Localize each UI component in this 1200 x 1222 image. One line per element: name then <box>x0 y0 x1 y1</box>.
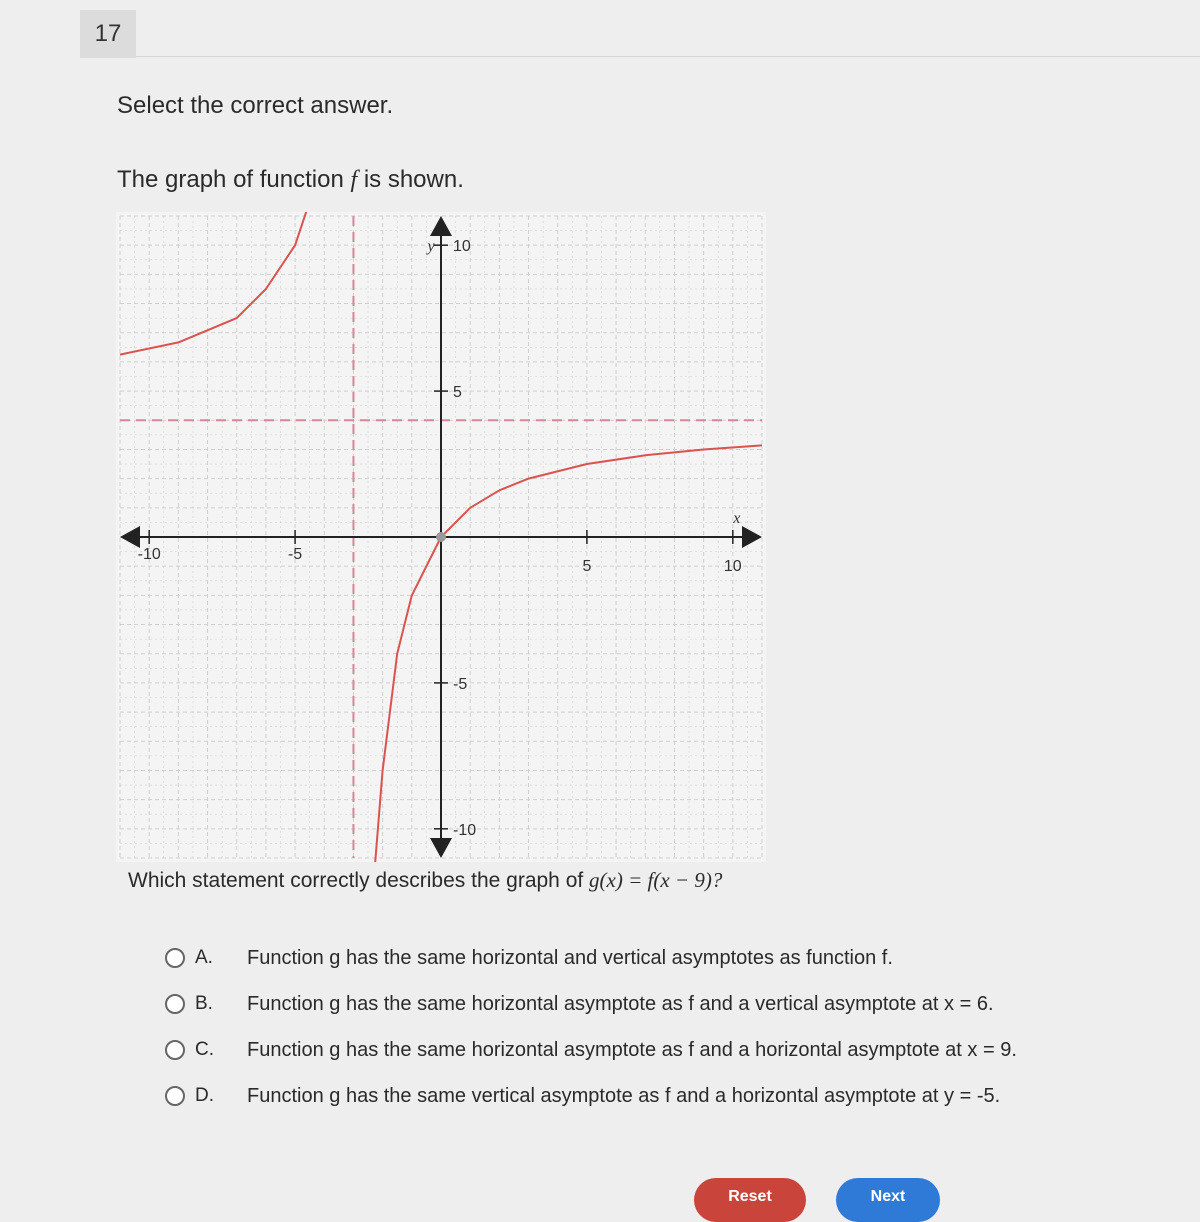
tick-label-x: 10 <box>723 558 742 575</box>
option-a[interactable] <box>165 935 1145 981</box>
graph-point <box>436 532 446 542</box>
tick-label-y: -5 <box>453 675 468 693</box>
question-number: 17 <box>80 10 136 58</box>
prompt-before: The graph of function <box>117 166 351 193</box>
radio-button-b[interactable] <box>165 994 185 1014</box>
option-text: Function g has the same horizontal asymptote as f and a horizontal asymptote at x = 9. <box>247 1038 1017 1061</box>
tick-label-y: 10 <box>453 238 471 256</box>
option-letter: C. <box>195 1039 214 1060</box>
option-letter: B. <box>195 993 213 1014</box>
option-d[interactable] <box>165 1073 1145 1119</box>
prompt-text <box>117 166 464 194</box>
question-expression: g(x) = f(x − 9)? <box>589 868 723 892</box>
option-text: Function g has the same horizontal and vertical asymptotes as function f. <box>247 946 893 969</box>
tick-label-x: -5 <box>287 546 303 563</box>
option-letter: D. <box>195 1085 214 1106</box>
instruction-text: Select the correct answer. <box>117 92 394 119</box>
radio-button-d[interactable] <box>165 1086 185 1106</box>
y-axis-label: y <box>427 238 435 256</box>
tick-label-x: -10 <box>137 546 161 563</box>
prompt-function: f <box>350 167 358 193</box>
option-c[interactable] <box>165 1027 1145 1073</box>
graph-svg <box>116 212 766 862</box>
option-text: Function g has the same vertical asymptote as f and a horizontal asymptote at y = -5. <box>247 1084 1001 1107</box>
prompt-after: is shown. <box>357 166 464 193</box>
header-divider <box>136 56 1200 57</box>
question-before: Which statement correctly describes the graph of <box>128 869 590 892</box>
tick-label-y: -10 <box>453 821 477 839</box>
option-b[interactable] <box>165 981 1145 1027</box>
tick-label-x: 5 <box>582 558 592 575</box>
x-axis-label: x <box>733 510 741 527</box>
tick-label-y: 5 <box>453 384 462 402</box>
function-graph <box>116 212 766 862</box>
radio-button-a[interactable] <box>165 948 185 968</box>
next-button[interactable]: Next <box>836 1178 940 1222</box>
option-text: Function g has the same horizontal asymptote as f and a vertical asymptote at x = 6. <box>247 992 994 1015</box>
radio-button-c[interactable] <box>165 1040 185 1060</box>
answer-options <box>165 935 1145 1119</box>
reset-button[interactable]: Reset <box>694 1178 806 1222</box>
option-letter: A. <box>195 947 213 968</box>
question-text <box>128 868 722 893</box>
